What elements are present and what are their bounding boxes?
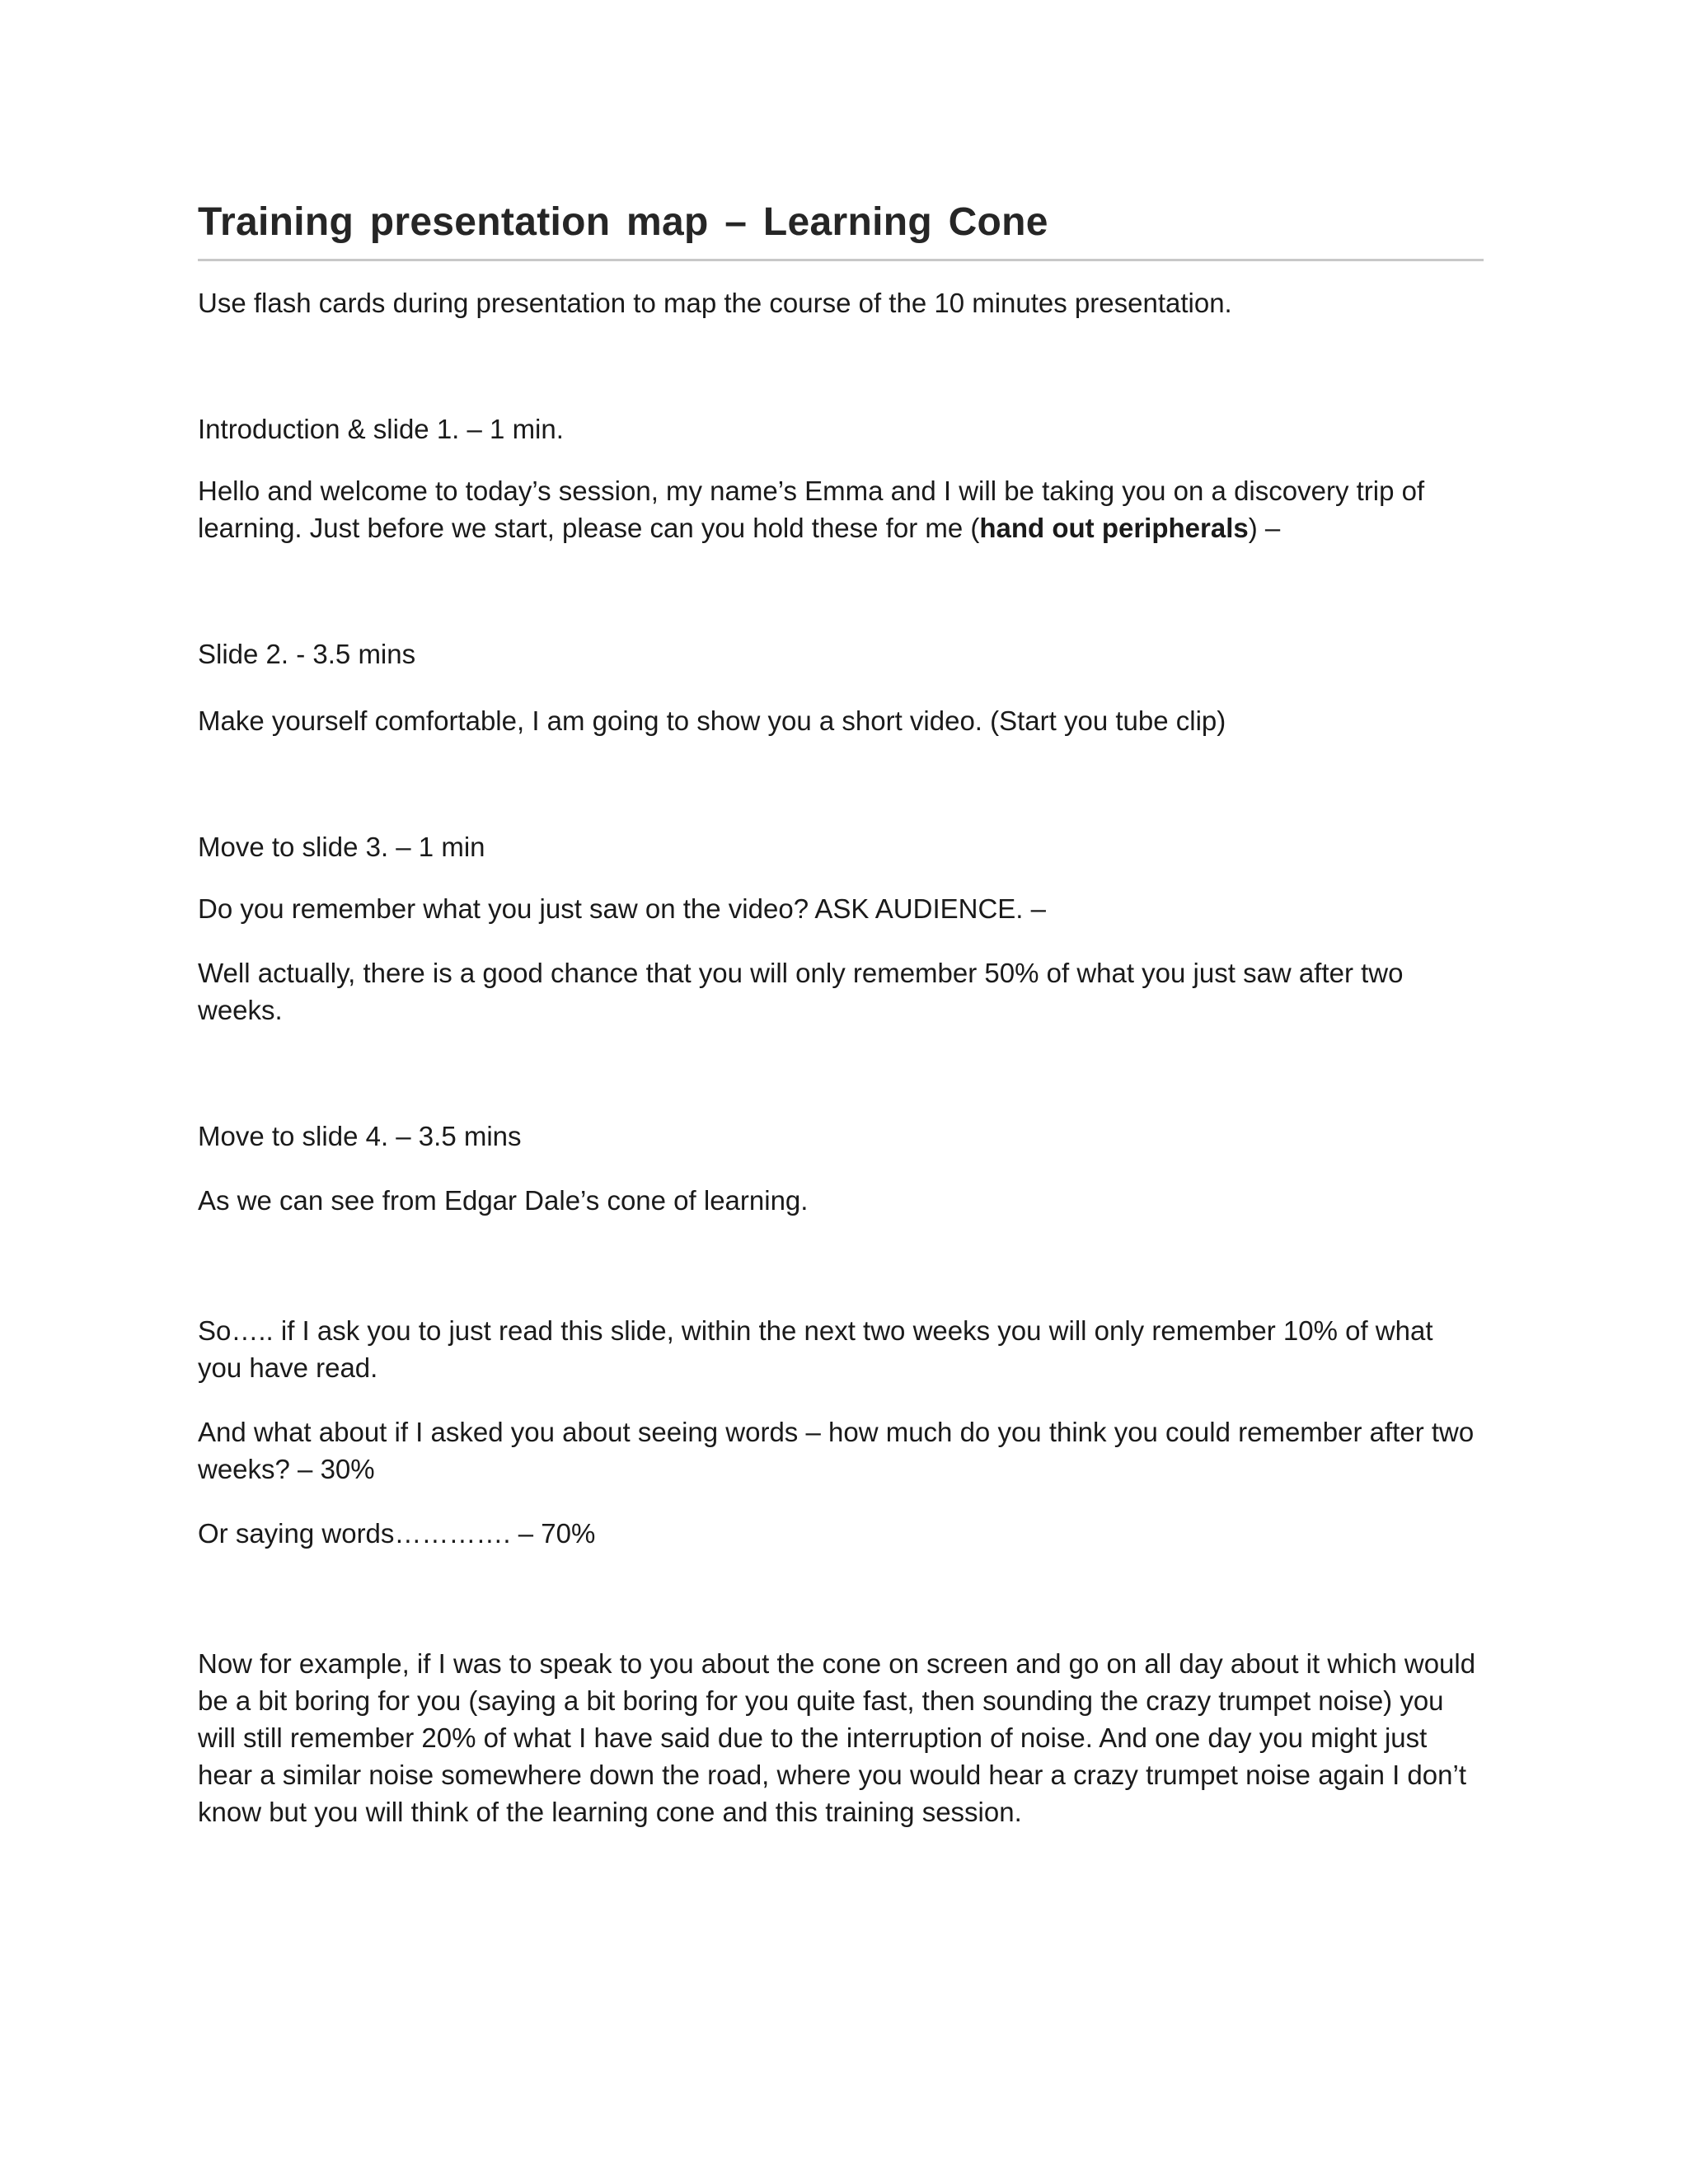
- document-title: Training presentation map – Learning Cone: [198, 200, 1048, 244]
- welcome-text: Hello and welcome to today’s session, my name’s Emma and I will be taking you on a discovery trip of learning. Just before we start, please can you hold these for me (: [198, 476, 1425, 543]
- section-heading-slide-2: Slide 2. - 3.5 mins: [198, 639, 416, 669]
- section-heading-slide-3: Move to slide 3. – 1 min: [198, 832, 485, 862]
- section-paragraph-fifty-percent: Well actually, there is a good chance that you will only remember 50% of what you just saw after two weeks.: [198, 958, 1404, 1025]
- section-paragraph-remember: Do you remember what you just saw on the video? ASK AUDIENCE. –: [198, 893, 1046, 924]
- section-paragraph-video: Make yourself comfortable, I am going to show you a short video. (Start you tube clip): [198, 705, 1226, 736]
- section-heading-intro: Introduction & slide 1. – 1 min.: [198, 414, 564, 444]
- section-paragraph-read: So….. if I ask you to just read this slide, within the next two weeks you will only remember 10% of what you have read.: [198, 1315, 1433, 1383]
- document-body: [198, 196, 1484, 1830]
- section-paragraph-cone: As we can see from Edgar Dale’s cone of learning.: [198, 1185, 809, 1216]
- welcome-bold-text: hand out peripherals: [979, 513, 1249, 543]
- intro-paragraph: Use flash cards during presentation to map the course of the 10 minutes presentation.: [198, 288, 1232, 318]
- section-paragraph-seeing-words: And what about if I asked you about seeing words – how much do you think you could remember after two weeks? – 30%: [198, 1417, 1475, 1484]
- section-heading-slide-4: Move to slide 4. – 3.5 mins: [198, 1121, 522, 1151]
- title-underline-divider: [198, 259, 1484, 261]
- section-paragraph-saying-words: Or saying words…………. – 70%: [198, 1518, 596, 1549]
- section-paragraph-welcome: [198, 472, 1484, 546]
- section-paragraph-example: Now for example, if I was to speak to you about the cone on screen and go on all day about it which would be a bit boring for you (saying a bit boring for you quite fast, then sounding the crazy trumpet noise) you will still remember 20% of what I have said due to the interruption of noise. And one day you might just hear a similar noise somewhere down the road, where you would hear a crazy trumpet noise again I don’t know but you will think of the learning cone and this training session.: [198, 1648, 1476, 1827]
- welcome-text-end: ) –: [1248, 513, 1281, 543]
